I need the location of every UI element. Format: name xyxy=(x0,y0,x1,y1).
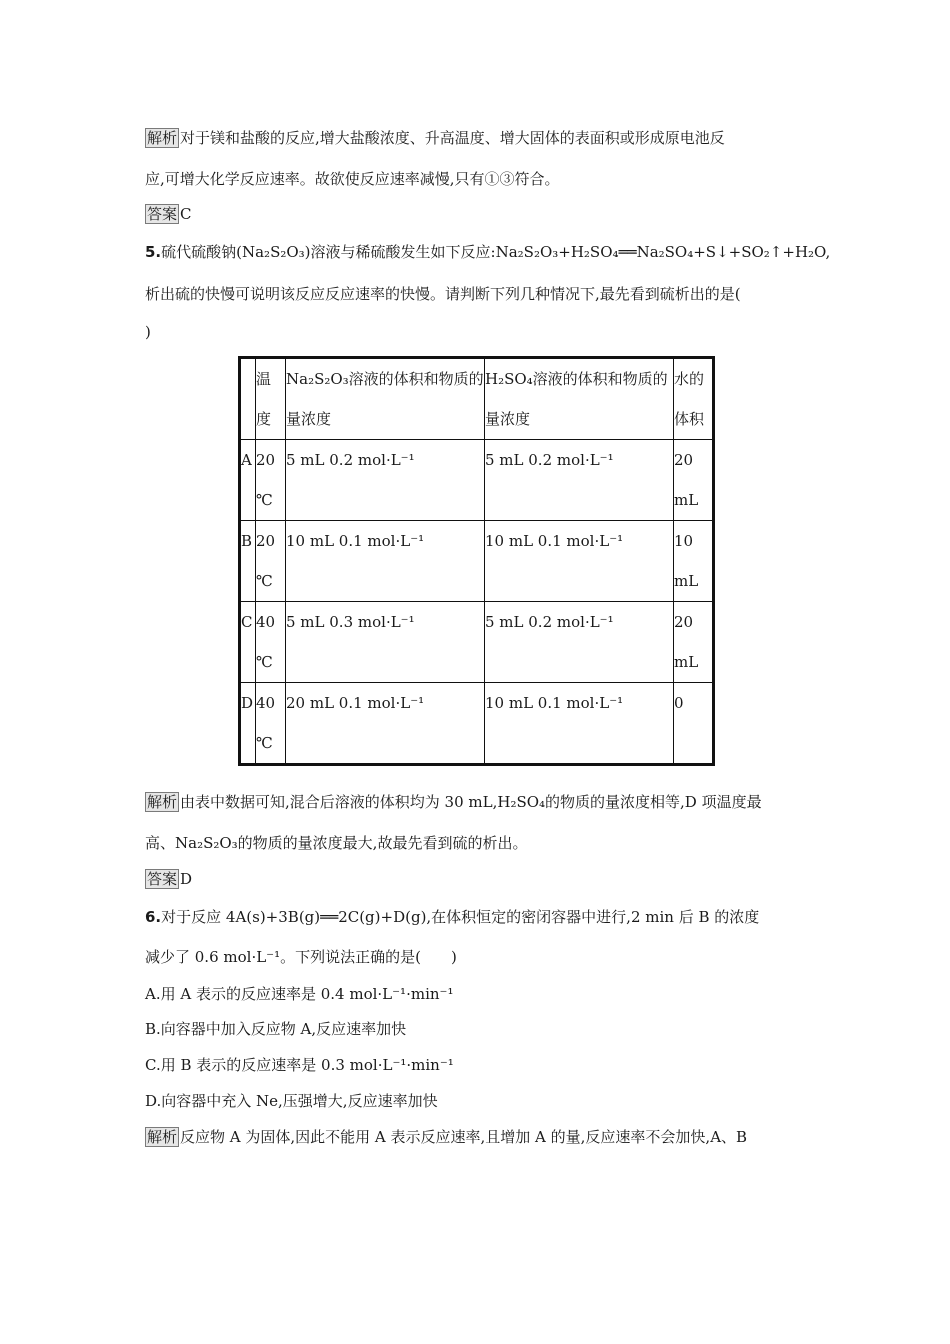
option-b: B.向容器中加入反应物 A,反应速率加快 xyxy=(145,1020,407,1038)
analysis-line xyxy=(145,128,725,148)
row-na2s2o3: 5 mL 0.2 mol·L⁻¹ xyxy=(286,440,485,521)
question-6-line2: 减少了 0.6 mol·L⁻¹。下列说法正确的是( ) xyxy=(145,948,457,966)
row-temp: 20 ℃ xyxy=(256,521,286,602)
data-table xyxy=(238,356,715,766)
table-header-row xyxy=(240,358,714,440)
question-5-line1 xyxy=(145,242,830,262)
question-5-line3: ) xyxy=(145,323,151,341)
row-label: A xyxy=(240,440,256,521)
table-row xyxy=(240,683,714,765)
row-na2s2o3: 20 mL 0.1 mol·L⁻¹ xyxy=(286,683,485,765)
row-h2so4: 10 mL 0.1 mol·L⁻¹ xyxy=(485,521,674,602)
analysis-text-line2: 高、Na₂S₂O₃的物质的量浓度最大,故最先看到硫的析出。 xyxy=(145,834,528,852)
analysis-tag: 解析 xyxy=(147,129,178,147)
question-number: 6. xyxy=(145,908,162,926)
row-label: B xyxy=(240,521,256,602)
row-label: D xyxy=(240,683,256,765)
analysis-line xyxy=(145,792,762,812)
question-text: 硫代硫酸钠(Na₂S₂O₃)溶液与稀硫酸发生如下反应:Na₂S₂O₃+H₂SO₄══Na₂SO₄+S↓+SO₂↑+H₂O, xyxy=(161,243,831,261)
row-water: 20 mL xyxy=(674,602,714,683)
row-na2s2o3: 10 mL 0.1 mol·L⁻¹ xyxy=(286,521,485,602)
answer-value: C xyxy=(180,205,192,223)
header-na2s2o3-cell: Na₂S₂O₃溶液的体积和物质的量浓度 xyxy=(286,358,485,440)
header-h2so4-cell: H₂SO₄溶液的体积和物质的量浓度 xyxy=(485,358,674,440)
table-row xyxy=(240,440,714,521)
question-text: 对于反应 4A(s)+3B(g)══2C(g)+D(g),在体积恒定的密闭容器中进行,2 min 后 B 的浓度 xyxy=(161,908,760,926)
answer-value: D xyxy=(180,870,193,888)
row-h2so4: 10 mL 0.1 mol·L⁻¹ xyxy=(485,683,674,765)
analysis-text: 由表中数据可知,混合后溶液的体积均为 30 mL,H₂SO₄的物质的量浓度相等,D 项温度最 xyxy=(180,793,762,811)
table-row xyxy=(240,521,714,602)
row-h2so4: 5 mL 0.2 mol·L⁻¹ xyxy=(485,440,674,521)
analysis-tag: 解析 xyxy=(147,1128,178,1146)
answer-line xyxy=(145,869,192,889)
header-temp-cell: 温度 xyxy=(256,358,286,440)
analysis-text-line2: 应,可增大化学反应速率。故欲使反应速率减慢,只有①③符合。 xyxy=(145,170,560,188)
row-temp: 40 ℃ xyxy=(256,683,286,765)
option-a: A.用 A 表示的反应速率是 0.4 mol·L⁻¹·min⁻¹ xyxy=(145,985,454,1003)
row-temp: 40 ℃ xyxy=(256,602,286,683)
row-water: 10 mL xyxy=(674,521,714,602)
option-d: D.向容器中充入 Ne,压强增大,反应速率加快 xyxy=(145,1092,438,1110)
row-water: 0 xyxy=(674,683,714,765)
question-5-line2: 析出硫的快慢可说明该反应反应速率的快慢。请判断下列几种情况下,最先看到硫析出的是( xyxy=(145,285,741,303)
analysis-text: 反应物 A 为固体,因此不能用 A 表示反应速率,且增加 A 的量,反应速率不会加快,A、B xyxy=(180,1128,748,1146)
answer-line xyxy=(145,204,192,224)
question-number: 5. xyxy=(145,243,162,261)
analysis-text: 对于镁和盐酸的反应,增大盐酸浓度、升高温度、增大固体的表面积或形成原电池反 xyxy=(180,129,725,147)
row-na2s2o3: 5 mL 0.3 mol·L⁻¹ xyxy=(286,602,485,683)
analysis-tag: 解析 xyxy=(147,793,178,811)
answer-tag: 答案 xyxy=(147,870,178,888)
analysis-line xyxy=(145,1127,747,1147)
option-c: C.用 B 表示的反应速率是 0.3 mol·L⁻¹·min⁻¹ xyxy=(145,1056,454,1074)
row-h2so4: 5 mL 0.2 mol·L⁻¹ xyxy=(485,602,674,683)
header-water-cell: 水的体积 xyxy=(674,358,714,440)
row-water: 20 mL xyxy=(674,440,714,521)
row-label: C xyxy=(240,602,256,683)
header-label-cell xyxy=(240,358,256,440)
table-row xyxy=(240,602,714,683)
answer-tag: 答案 xyxy=(147,205,178,223)
row-temp: 20 ℃ xyxy=(256,440,286,521)
question-6-line1 xyxy=(145,907,759,927)
